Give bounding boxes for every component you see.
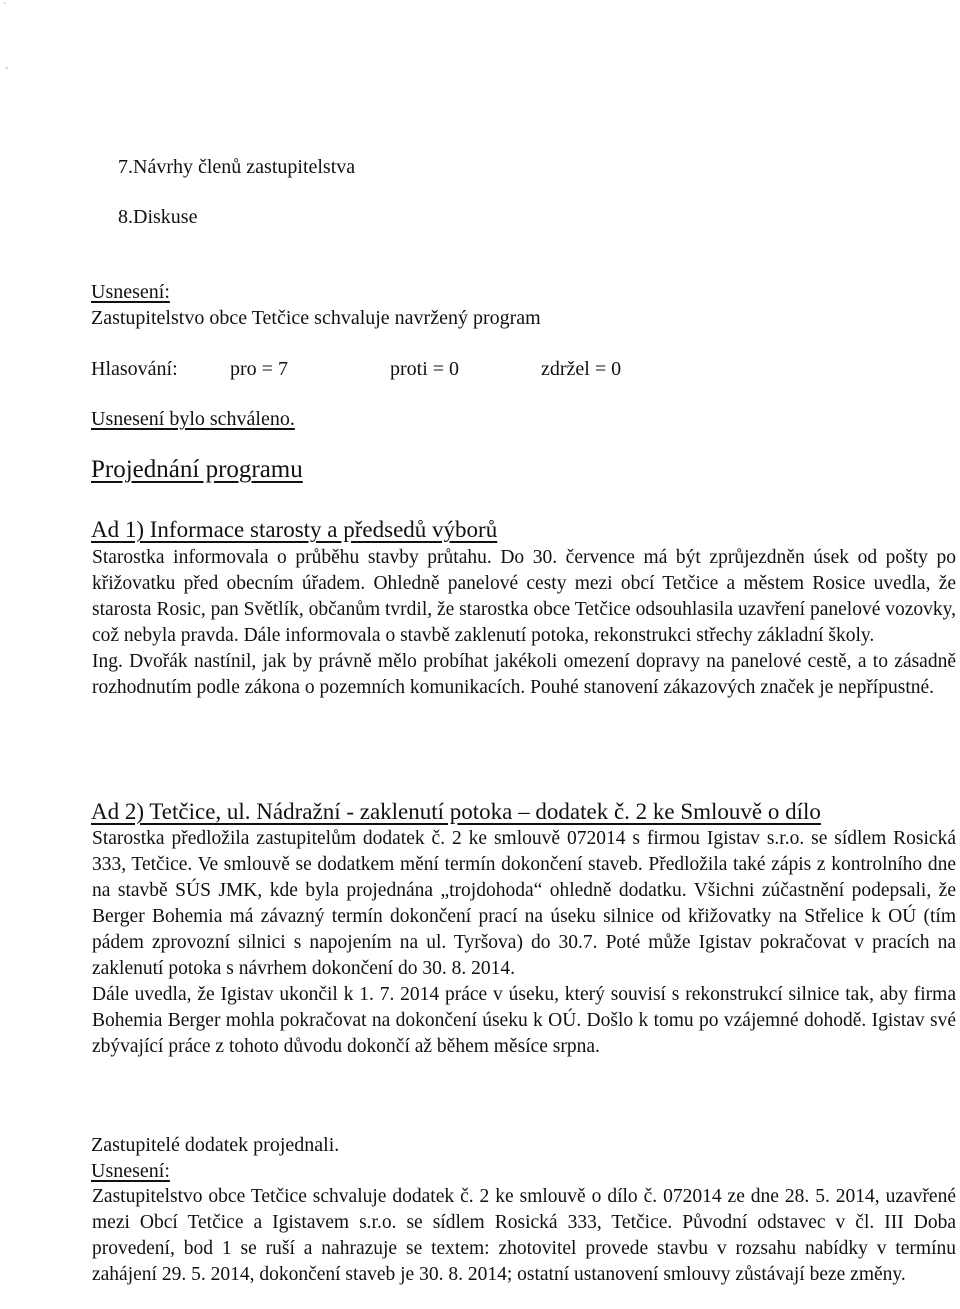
vote-for: pro = 7 [230, 358, 288, 380]
ad2-body [92, 826, 956, 1060]
ad1-heading: Ad 1) Informace starosty a předsedů výborů [91, 517, 498, 542]
resolution-label: Usnesení: [91, 281, 170, 303]
ad2-paragraph-1: Starostka předložila zastupitelům dodatek č. 2 ke smlouvě 072014 s firmou Igistav s.r.o. se sídlem Rosická 333, Tetčice. Ve smlouvě se dodatkem mění termín dokončení staveb. Předložila také zápis z kontrolního dne na stavbě SÚS JMK, kde byla projednána „trojdohoda“ ohledně dodatku. Všichni zúčastnění podepsali, že Berger Bohemia má závazný termín dokončení prací na úseku silnice od křižovatky na Střelice k OÚ (tím pádem zprovozní silnici s napojením na ul. Tyršova) do 30.7. Poté může Igistav pokračovat v pracích na zaklenutí potoka s návrhem dokončení do 30. 8. 2014. [92, 828, 956, 979]
resolution2-body [92, 1184, 956, 1288]
ad2-paragraph-2: Dále uvedla, že Igistav ukončil k 1. 7. 2014 práce v úseku, který souvisí s rekonstrukcí silnice tak, aby firma Bohemia Berger mohla pokračovat na dokončení úseku k OÚ. Došlo k tomu po vzájemné dohodě. Igistav své zbývající práce z tohoto důvodu dokončí až během měsíce srpna. [92, 984, 956, 1057]
ad1-paragraph-1: Starostka informovala o průběhu stavby průtahu. Do 30. července má být zprůjezdněn úsek od pošty po křižovatku před obecním úřadem. Ohledně panelové cesty mezi obcí Tetčice a městem Rosice uvedla, že starosta Rosic, pan Světlík, občanům tvrdil, že starostka obce Tetčice odsouhlasila uzavření panelové vozovky, což nebyla pravda. Dále informovala o stavbě zaklenutí potoka, rekonstrukci střechy základní školy. [92, 547, 956, 646]
ad1-body [92, 545, 956, 701]
resolution-text: Zastupitelstvo obce Tetčice schvaluje navržený program [91, 307, 541, 329]
vote-abstain: zdržel = 0 [541, 358, 622, 380]
ad2-heading: Ad 2) Tetčice, ul. Nádražní - zaklenutí potoka – dodatek č. 2 ke Smlouvě o dílo [91, 799, 821, 824]
ad1-paragraph-2: Ing. Dvořák nastínil, jak by právně mělo probíhat jakékoli omezení dopravy na panelové cestě, a to zásadně rozhodnutím podle zákona o pozemních komunikacích. Pouhé stanovení zákazových značek je nepřípustné. [92, 651, 956, 698]
resolution2-text: Zastupitelstvo obce Tetčice schvaluje dodatek č. 2 ke smlouvě o dílo č. 072014 ze dne 28. 5. 2014, uzavřené mezi Obcí Tetčice a Igistavem s.r.o. se sídlem Rosická 333, Tetčice. Původní odstavec v čl. III Doba provedení, bod 1 se ruší a nahrazuje se textem: zhotovitel provede stavbu v rozsahu nabídky v termínu zahájení 29. 5. 2014, dokončení staveb je 30. 8. 2014; ostatní ustanovení smlouvy zůstávají beze změny. [92, 1186, 956, 1285]
resolution2-label: Usnesení: [91, 1160, 170, 1182]
vote-label: Hlasování: [91, 358, 178, 380]
resolution-result: Usnesení bylo schváleno. [91, 408, 295, 430]
scan-mark: ' [6, 66, 8, 77]
section-title: Projednání programu [91, 456, 303, 483]
agenda-item-7: 7.Návrhy členů zastupitelstva [118, 156, 356, 178]
ad2-discussed: Zastupitelé dodatek projednali. [91, 1134, 340, 1156]
vote-against: proti = 0 [390, 358, 460, 380]
agenda-item-8: 8.Diskuse [118, 206, 198, 228]
scan-mark: ` [3, 2, 7, 13]
